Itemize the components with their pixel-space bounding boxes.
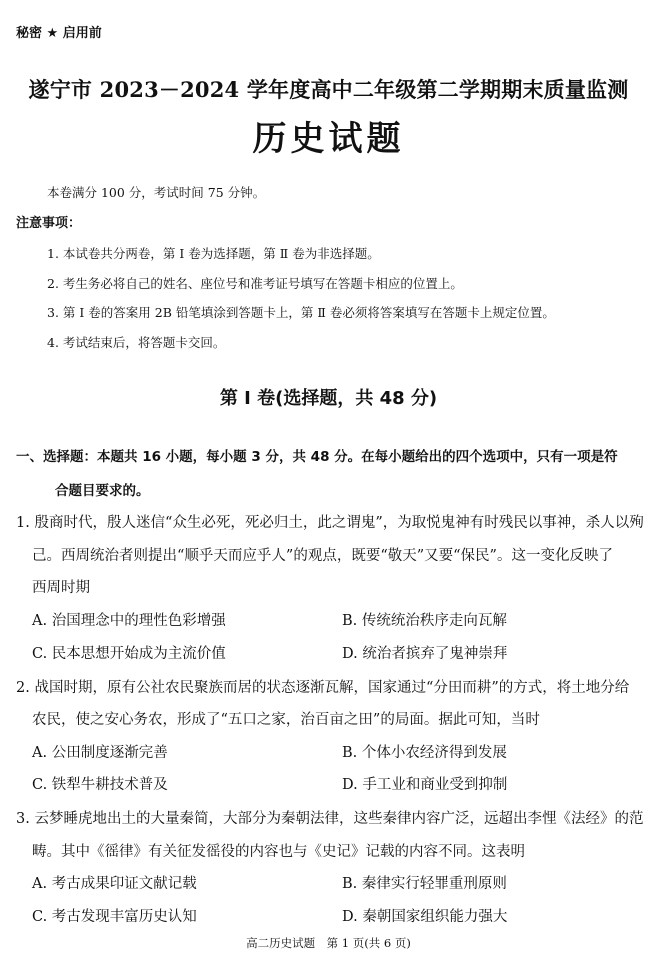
question-1-line-1: 1. 殷商时代，殷人迷信“众生必死，死必归土，此之谓鬼”，为取悦鬼神有时残民以事神，杀人以殉 bbox=[16, 515, 644, 531]
question-3-option-b[interactable]: B. 秦律实行轻罪重刑原则 bbox=[342, 876, 507, 892]
exam-title: 遂宁市 2023－2024 学年度高中二年级第二学期期末质量监测 bbox=[28, 77, 629, 102]
question-3-line-1: 3. 云梦睡虎地出土的大量秦简，大部分为秦朝法律，这些秦律内容广泛，远超出李悝《法经》的范 bbox=[16, 811, 644, 827]
secret-label: 秘密 ★ 启用前 bbox=[16, 26, 102, 41]
question-1-line-3: 西周时期 bbox=[32, 580, 90, 596]
notice-item-2: 2. 考生务必将自己的姓名、座位号和准考证号填写在答题卡相应的位置上。 bbox=[47, 276, 463, 291]
notice-item-4: 4. 考试结束后，将答题卡交回。 bbox=[47, 335, 226, 350]
question-1-option-d[interactable]: D. 统治者摈弃了鬼神崇拜 bbox=[342, 646, 508, 662]
question-2-line-1: 2. 战国时期，原有公社农民聚族而居的状态逐渐瓦解，国家通过“分田而耕”的方式，将土地分给 bbox=[16, 680, 630, 696]
question-3-option-c[interactable]: C. 考古发现丰富历史认知 bbox=[32, 909, 197, 925]
section-intro-line-1: 一、选择题：本题共 16 小题，每小题 3 分，共 48 分。在每小题给出的四个选项中，只有一项是符 bbox=[16, 449, 618, 465]
notice-item-1: 1. 本试卷共分两卷，第 Ⅰ 卷为选择题，第 Ⅱ 卷为非选择题。 bbox=[47, 246, 380, 261]
question-2-option-b[interactable]: B. 个体小农经济得到发展 bbox=[342, 745, 507, 761]
subject-title: 历史试题 bbox=[252, 119, 405, 159]
notice-heading: 注意事项： bbox=[16, 216, 82, 231]
question-1-line-2: 己。西周统治者则提出“顺乎天而应乎人”的观点，既要“敬天”又要“保民”。这一变化反映了 bbox=[32, 548, 613, 564]
question-2-option-c[interactable]: C. 铁犁牛耕技术普及 bbox=[32, 777, 168, 793]
question-1-option-a[interactable]: A. 治国理念中的理性色彩增强 bbox=[32, 613, 226, 629]
question-2-option-a[interactable]: A. 公田制度逐渐完善 bbox=[32, 745, 168, 761]
section-intro-line-2: 合题目要求的。 bbox=[55, 483, 150, 499]
page-footer: 高二历史试题 第 1 页(共 6 页) bbox=[246, 936, 411, 950]
question-1-option-c[interactable]: C. 民本思想开始成为主流价值 bbox=[32, 646, 226, 662]
question-1-option-b[interactable]: B. 传统统治秩序走向瓦解 bbox=[342, 613, 507, 629]
question-3-line-2: 畴。其中《徭律》有关征发徭役的内容也与《史记》记载的内容不同。这表明 bbox=[32, 844, 525, 860]
section-title: 第 Ⅰ 卷(选择题，共 48 分) bbox=[219, 388, 438, 409]
question-3-option-d[interactable]: D. 秦朝国家组织能力强大 bbox=[342, 909, 508, 925]
question-2-option-d[interactable]: D. 手工业和商业受到抑制 bbox=[342, 777, 508, 793]
question-3-option-a[interactable]: A. 考古成果印证文献记载 bbox=[32, 876, 197, 892]
question-2-line-2: 农民，使之安心务农，形成了“五口之家，治百亩之田”的局面。据此可知，当时 bbox=[32, 712, 540, 728]
exam-intro: 本卷满分 100 分，考试时间 75 分钟。 bbox=[47, 185, 266, 200]
notice-item-3: 3. 第 Ⅰ 卷的答案用 2B 铅笔填涂到答题卡上，第 Ⅱ 卷必须将答案填写在答题卡上规定位置。 bbox=[47, 305, 555, 320]
